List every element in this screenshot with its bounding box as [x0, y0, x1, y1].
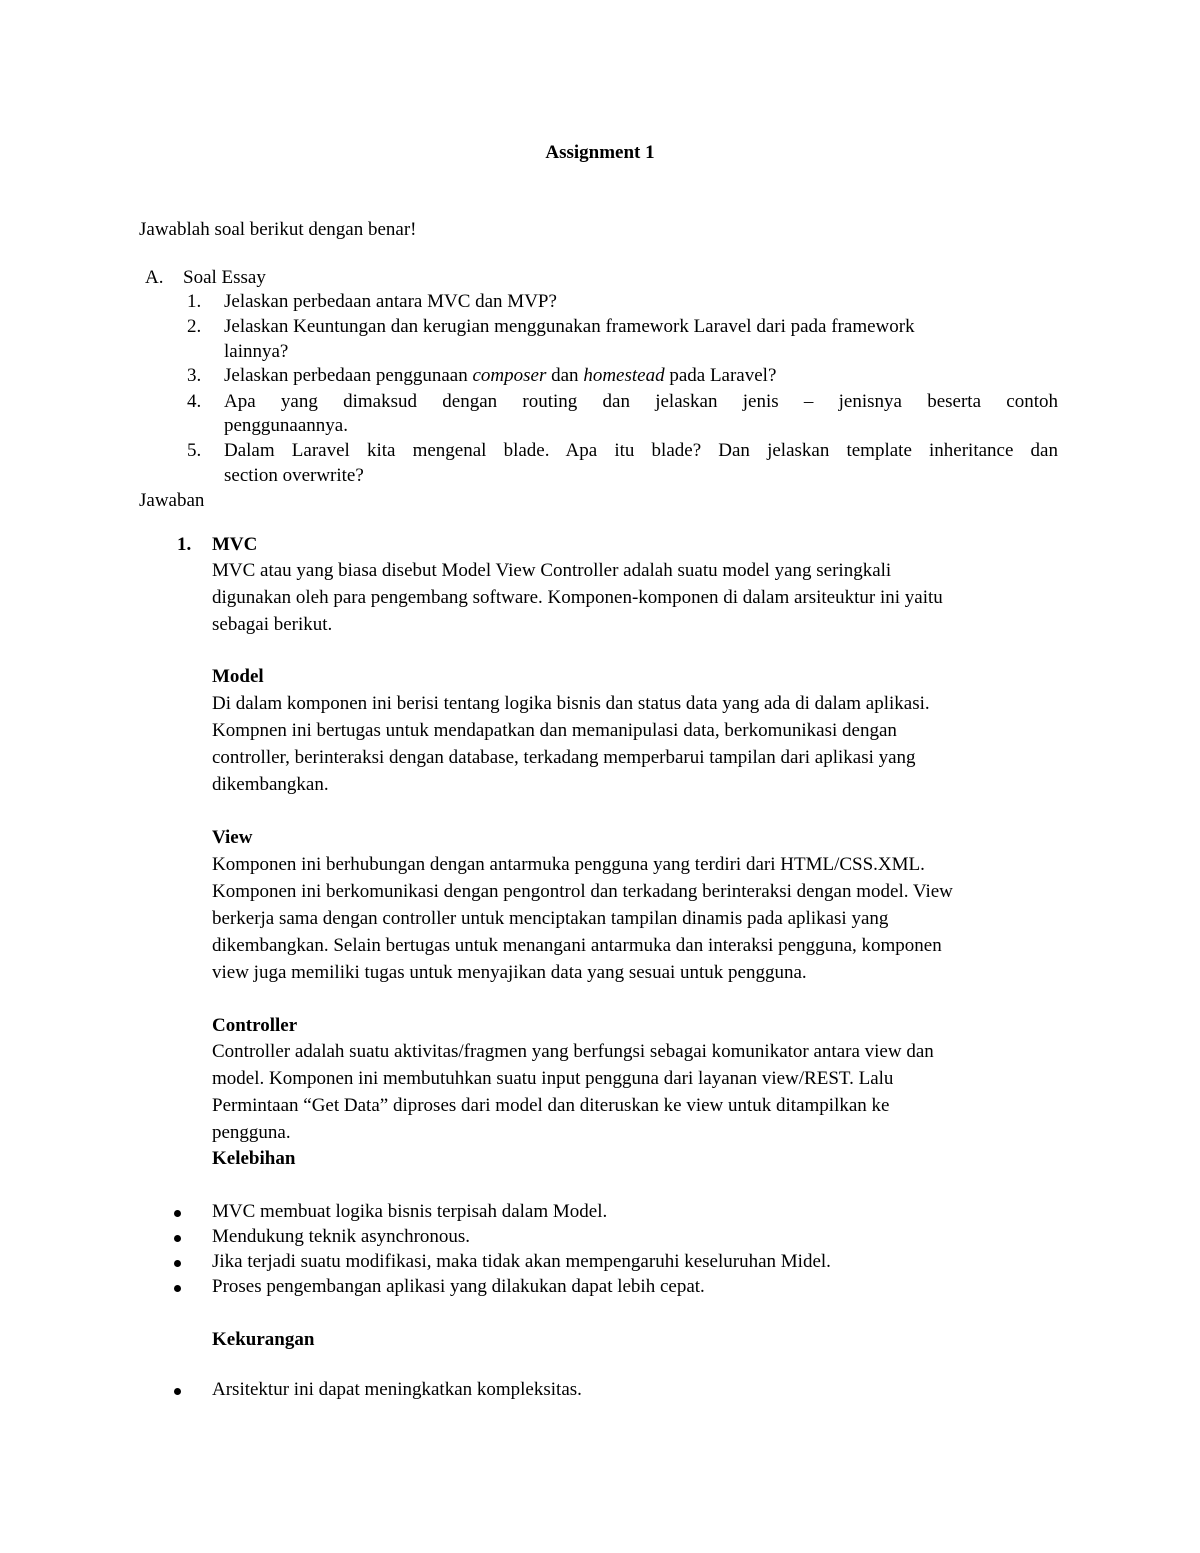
paragraph-line: pengguna. — [212, 1122, 291, 1143]
question-number: 5. — [187, 440, 202, 461]
question-text: Jelaskan Keuntungan dan kerugian menggunakan framework Laravel dari pada framework — [224, 316, 915, 337]
list-item: Arsitektur ini dapat meningkatkan kompleksitas. — [212, 1379, 582, 1400]
subheading-model: Model — [212, 666, 264, 687]
paragraph-line: Permintaan “Get Data” diproses dari model dan diteruskan ke view untuk ditampilkan ke — [212, 1095, 890, 1116]
question-text: Jelaskan perbedaan antara MVC dan MVP? — [224, 291, 557, 312]
subheading-kelebihan: Kelebihan — [212, 1148, 296, 1169]
paragraph-line: model. Komponen ini membutuhkan suatu input pengguna dari layanan view/REST. Lalu — [212, 1068, 894, 1089]
section-a-marker: A. — [145, 267, 164, 288]
paragraph-line: sebagai berikut. — [212, 614, 333, 635]
paragraph-line: Di dalam komponen ini berisi tentang logika bisnis dan status data yang ada di dalam aplikasi. — [212, 693, 930, 714]
answer-number: 1. — [177, 534, 192, 555]
question-text: Jelaskan perbedaan penggunaan composer dan homestead pada Laravel? — [224, 365, 777, 386]
paragraph-line: dikembangkan. — [212, 774, 329, 795]
bullet-icon — [174, 1285, 181, 1292]
emphasis-homestead: homestead — [583, 365, 665, 386]
bullet-icon — [174, 1210, 181, 1217]
paragraph-line: Controller adalah suatu aktivitas/fragmen yang berfungsi sebagai komunikator antara view dan — [212, 1041, 934, 1062]
question-number: 1. — [187, 291, 202, 312]
bullet-icon — [174, 1235, 181, 1242]
bullet-icon — [174, 1260, 181, 1267]
paragraph-line: view juga memiliki tugas untuk menyajikan data yang sesuai untuk pengguna. — [212, 962, 807, 983]
question-number: 4. — [187, 391, 202, 412]
question-text: section overwrite? — [224, 465, 364, 486]
paragraph-line: Komponen ini berkomunikasi dengan pengontrol dan terkadang berinteraksi dengan model. View — [212, 881, 953, 902]
subheading-kekurangan: Kekurangan — [212, 1329, 315, 1350]
list-item: Proses pengembangan aplikasi yang dilakukan dapat lebih cepat. — [212, 1276, 705, 1297]
question-number: 2. — [187, 316, 202, 337]
list-item: Jika terjadi suatu modifikasi, maka tidak akan mempengaruhi keseluruhan Midel. — [212, 1251, 831, 1272]
question-text: lainnya? — [224, 341, 289, 362]
paragraph-line: controller, berinteraksi dengan database, terkadang memperbarui tampilan dari aplikasi yang — [212, 747, 916, 768]
answer-label: Jawaban — [139, 490, 205, 511]
paragraph-line: Kompnen ini bertugas untuk mendapatkan dan memanipulasi data, berkomunikasi dengan — [212, 720, 897, 741]
paragraph-line: MVC atau yang biasa disebut Model View Controller adalah suatu model yang seringkali — [212, 560, 892, 581]
question-text: Dalam Laravel kita mengenal blade. Apa itu blade? Dan jelaskan template inheritance dan — [224, 440, 1058, 461]
section-a-label: Soal Essay — [183, 267, 266, 288]
paragraph-line: dikembangkan. Selain bertugas untuk menangani antarmuka dan interaksi pengguna, komponen — [212, 935, 942, 956]
subheading-controller: Controller — [212, 1015, 298, 1036]
list-item: MVC membuat logika bisnis terpisah dalam Model. — [212, 1201, 608, 1222]
question-number: 3. — [187, 365, 202, 386]
answer-heading-mvc: MVC — [212, 534, 258, 555]
page-title: Assignment 1 — [545, 142, 655, 163]
subheading-view: View — [212, 827, 253, 848]
bullet-icon — [174, 1388, 181, 1395]
question-text: penggunaannya. — [224, 415, 348, 436]
emphasis-composer: composer — [472, 365, 547, 386]
list-item: Mendukung teknik asynchronous. — [212, 1226, 471, 1247]
instruction-text: Jawablah soal berikut dengan benar! — [139, 219, 417, 240]
paragraph-line: digunakan oleh para pengembang software. Komponen-komponen di dalam arsiteuktur ini yaitu — [212, 587, 943, 608]
paragraph-line: Komponen ini berhubungan dengan antarmuka pengguna yang terdiri dari HTML/CSS.XML. — [212, 854, 925, 875]
paragraph-line: berkerja sama dengan controller untuk menciptakan tampilan dinamis pada aplikasi yang — [212, 908, 889, 929]
question-text: Apa yang dimaksud dengan routing dan jelaskan jenis – jenisnya beserta contoh — [224, 391, 1058, 412]
